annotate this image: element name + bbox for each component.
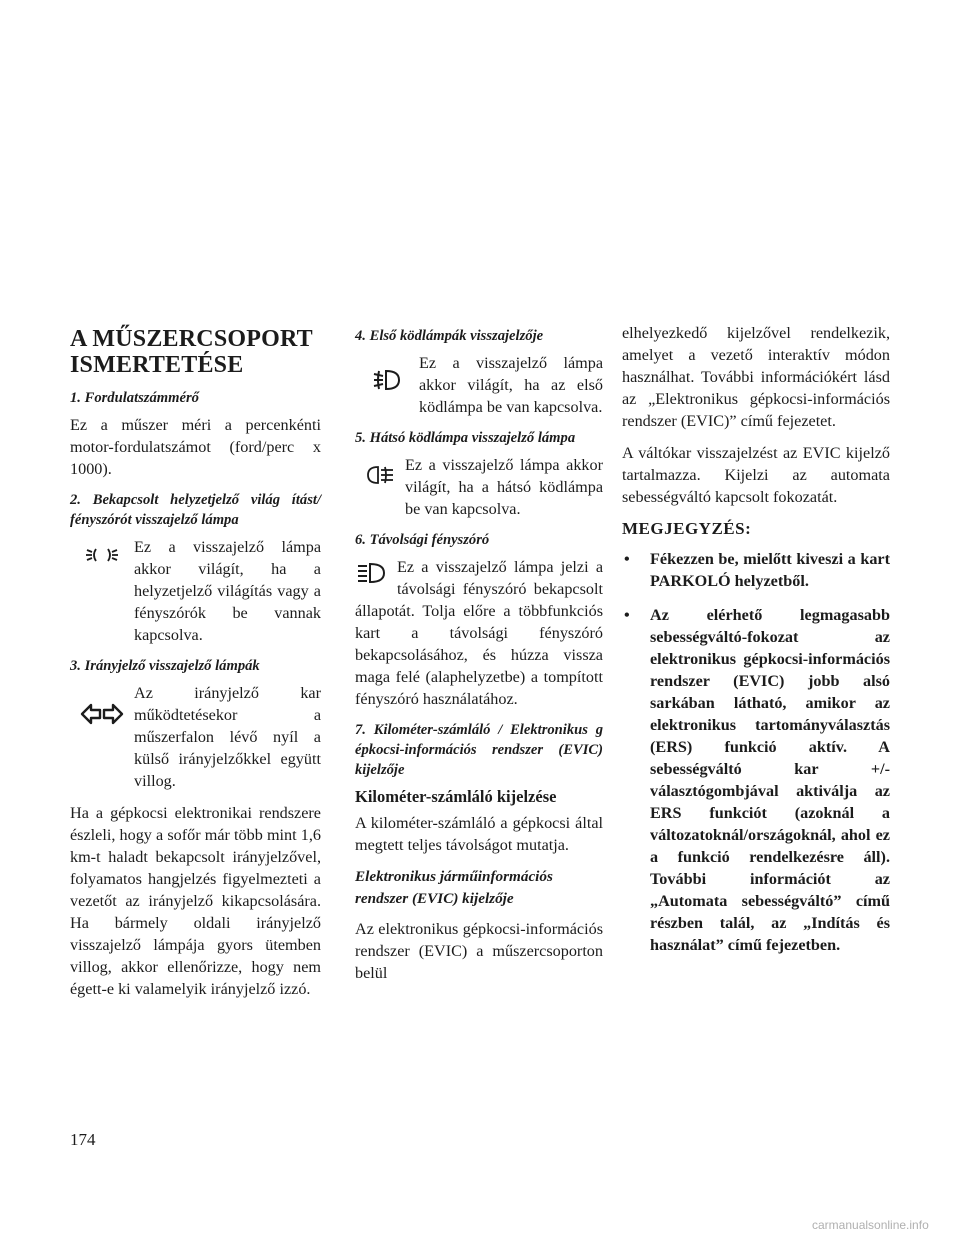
high-beam-icon <box>357 562 387 584</box>
rear-fog-text: Ez a visszajelző lámpa akkor világít, ha a hátsó ködlámpa be van kapcsolva. <box>405 456 603 518</box>
gear-indicator-text: A váltókar visszajelzést az EVIC kijelző tartalmazza. Kijelzi az automata sebességváltó kapcsolt fokozatát. <box>622 444 890 506</box>
heading-turn-signal: 3. Irányjelző visszajelző lámpák <box>70 658 260 674</box>
turn-signal-paragraph: Ha a gépkocsi elektronikai rendszere észleli, hogy a sofőr már több mint 1,6 km-t haladt bekapcsolt irányjelzővel, folyamatos hangjelzés figyelmezteti a vezetőt az irányjelző kikapcsolására. Ha bármely oldali irányjelző visszajelző lámpája gyors ütemben villog, akkor ellenőrizze, hogy nem égett-e ki valamelyik irányjelző izzó. <box>70 804 321 998</box>
heading-position-light: 2. Bekapcsolt helyzetjelző világ ítást/ fényszórót visszajelző lámpa <box>70 492 321 528</box>
turn-signal-text: Az irányjelző kar működtetésekor a műszerfalon lévő nyíl a külső irányjelzőkkel együtt villog. <box>134 684 321 790</box>
odometer-text: A kilométer-számláló a gépkocsi által megtett teljes távolságot mutatja. <box>355 814 603 854</box>
watermark: carmanualsonline.info <box>812 1218 929 1232</box>
note-title: MEGJEGYZÉS: <box>622 519 752 538</box>
position-light-icon <box>85 546 119 564</box>
high-beam-text: Ez a visszajelző lámpa jelzi a távolsági fényszóró bekapcsolt állapotát. Tolja előre a többfunkciós kart a távolsági fényszóró bekapcsolásához, és húzza vissza maga felé (alaphelyzetbe) a tompított fényszóró használatához. <box>355 558 603 708</box>
column-right <box>622 322 890 968</box>
note-item-brake-text: Fékezzen be, mielőtt kiveszi a kart PARKOLÓ helyzetből. <box>650 550 890 590</box>
bullet-mark: • <box>624 606 630 624</box>
rear-fog-row <box>355 454 603 520</box>
front-fog-row <box>355 352 603 418</box>
front-fog-light-icon <box>372 368 402 392</box>
column-left <box>70 322 321 1000</box>
heading-evic: Elektronikus járműinformációs rendszer (EVIC) kijelzője <box>355 868 553 907</box>
evic-text: Az elektronikus gépkocsi-információs rendszer (EVIC) a műszercsoporton belül <box>355 920 603 982</box>
bullet-mark: • <box>624 550 630 568</box>
odometer-title: Kilométer-számláló kijelzése <box>355 787 557 806</box>
note-item-ers-text: Az elérhető legmagasabb sebességváltó-fokozat az elektronikus gépkocsi-információs rendszer (EVIC) jobb alsó sarkában látható, amikor az elektronikus tartományválasztás (ERS) funkció aktív. A sebességváltó kar +/- választógombjával aktiválja az ERS funkciót (azoknál a változatoknál/országoknál, ahol ez a funkció rendelkezésre áll). További információt az „Automata sebességváltó” című részben talál, az „Indítás és használat” című fejezetben. <box>650 606 890 954</box>
column-middle <box>355 322 603 984</box>
heading-rear-fog: 5. Hátsó ködlámpa visszajelző lámpa <box>355 430 576 446</box>
note-list <box>622 548 890 956</box>
heading-high-beam: 6. Távolsági fényszóró <box>355 532 490 548</box>
high-beam-block <box>355 556 603 710</box>
position-light-text: Ez a visszajelző lámpa akkor világít, ha a helyzetjelző világítás vagy a fényszórók be vannak kapcsolva. <box>134 538 321 644</box>
heading-front-fog: 4. Első ködlámpák visszajelzője <box>355 328 544 344</box>
turn-signal-row <box>70 682 321 792</box>
heading-odometer-evic: 7. Kilométer-számláló / Elektronikus g épkocsi-információs rendszer (EVIC) kijelzője <box>355 722 603 778</box>
heading-tachometer: 1. Fordulatszámmérő <box>70 390 199 406</box>
position-light-row <box>70 536 321 646</box>
front-fog-text: Ez a visszajelző lámpa akkor világít, ha az első ködlámpa be van kapcsolva. <box>419 354 603 416</box>
page-number: 174 <box>70 1130 96 1149</box>
tachometer-text: Ez a műszer méri a percenkénti motor-fordulatszámot (ford/perc x 1000). <box>70 416 321 478</box>
note-item-ers <box>622 604 890 956</box>
evic-continued-text: elhelyezkedő kijelzővel rendelkezik, amelyet a vezető interaktív módon használhat. További információkért lásd az „Elektronikus gépkocsi-információs rendszer (EVIC)” című fejezetet. <box>622 324 890 430</box>
turn-signal-arrows-icon <box>80 702 124 726</box>
title-line-2: ISMERTETÉSE <box>70 352 244 378</box>
title-line-1: A MŰSZERCSOPORT <box>70 326 313 352</box>
rear-fog-light-icon <box>366 464 394 486</box>
note-item-brake <box>622 548 890 592</box>
section-title <box>70 326 321 378</box>
